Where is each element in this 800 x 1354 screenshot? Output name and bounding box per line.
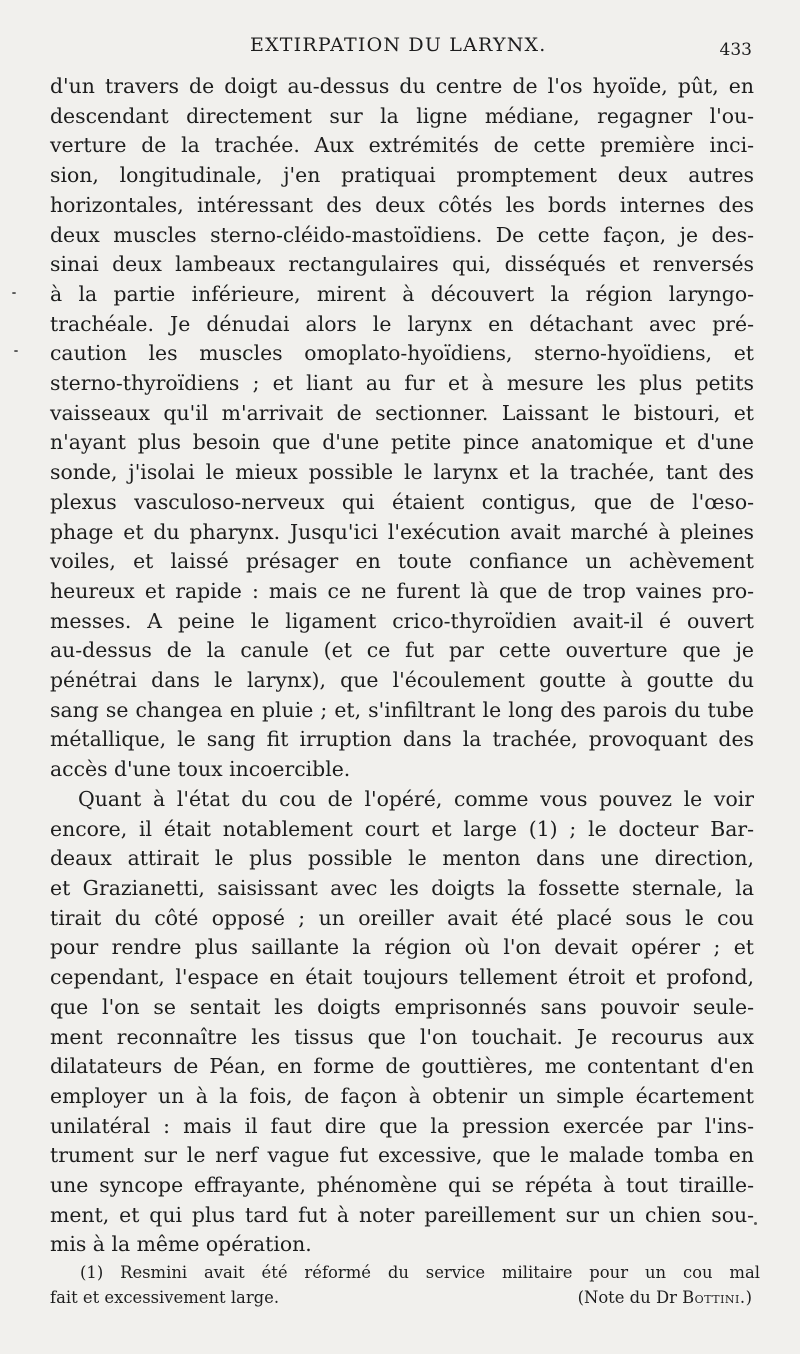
paragraph <box>50 785 754 1260</box>
text-line: une syncope effrayante, phénomène qui se répéta à tout tiraille- <box>50 1173 754 1198</box>
text-line: descendant directement sur la ligne médiane, regagner l'ou- <box>50 103 754 128</box>
text-line: à la partie inférieure, mirent à découvert la région laryngo- <box>50 281 754 306</box>
text-line: tirait du côté opposé ; un oreiller avait été placé sous le cou <box>50 905 754 930</box>
text-line: unilatéral : mais il faut dire que la pression exercée par l'ins- <box>50 1113 754 1138</box>
text-line: dilatateurs de Péan, en forme de gouttières, me contentant d'en <box>50 1054 754 1079</box>
footnote-text: fait et excessivement large. <box>50 1288 280 1307</box>
text-line: et Grazianetti, saisissant avec les doigts la fossette sternale, la <box>50 875 754 900</box>
text-line: que l'on se sentait les doigts emprisonnés sans pouvoir seule- <box>50 994 754 1019</box>
text-line: heureux et rapide : mais ce ne furent là que de trop vaines pro- <box>50 578 754 603</box>
running-title: EXTIRPATION DU LARYNX. <box>250 34 547 56</box>
text-line: métallique, le sang fit irruption dans la trachée, provoquant des <box>50 727 754 752</box>
text-line: ment reconnaître les tissus que l'on touchait. Je recourus aux <box>50 1024 754 1049</box>
text-line: accès d'une toux incoercible. <box>50 757 351 782</box>
text-line: sinai deux lambeaux rectangulaires qui, disséqués et renversés <box>50 252 754 277</box>
footnote-line: (1) Resmini avait été réformé du service militaire pour un cou mal <box>80 1263 760 1282</box>
page-number: 433 <box>719 40 752 60</box>
body-text <box>50 72 754 1260</box>
text-line: au-dessus de la canule (et ce fut par cette ouverture que je <box>50 638 754 663</box>
text-line: trument sur le nerf vague fut excessive, que le malade tomba en <box>50 1143 754 1168</box>
text-line: ment, et qui plus tard fut à noter pareillement sur un chien sou- <box>50 1202 754 1227</box>
ink-speck <box>14 350 18 352</box>
page-header <box>0 34 800 58</box>
text-line: deux muscles sterno-cléido-mastoïdiens. De cette façon, je des- <box>50 222 754 247</box>
text-line: pénétrai dans le larynx), que l'écoulement goutte à goutte du <box>50 668 754 693</box>
text-line: plexus vasculoso-nerveux qui étaient contigus, que de l'œso- <box>50 489 754 514</box>
text-line: sion, longitudinale, j'en pratiquai promptement deux autres <box>50 163 754 188</box>
footnote-attribution: (Note du Dr Bottini.) <box>577 1288 752 1307</box>
text-line: sonde, j'isolai le mieux possible le larynx et la trachée, tant des <box>50 460 754 485</box>
footnote <box>50 1260 760 1310</box>
author-name: Bottini. <box>682 1288 746 1307</box>
paragraph <box>50 72 754 785</box>
text-line: messes. A peine le ligament crico-thyroïdien avait-il é ouvert <box>50 608 754 633</box>
footnote-line <box>50 1285 760 1310</box>
text-line: n'ayant plus besoin que d'une petite pince anatomique et d'une <box>50 430 754 455</box>
text-line: cependant, l'espace en était toujours tellement étroit et profond, <box>50 965 754 990</box>
text-line: phage et du pharynx. Jusqu'ici l'exécution avait marché à pleines <box>50 519 754 544</box>
text-line: vaisseaux qu'il m'arrivait de sectionner. Laissant le bistouri, et <box>50 400 754 425</box>
text-line: encore, il était notablement court et large (1) ; le docteur Bar- <box>50 816 754 841</box>
text-line: mis à la même opération. <box>50 1232 312 1257</box>
ink-speck <box>754 1222 757 1225</box>
text-line: voiles, et laissé présager en toute confiance un achèvement <box>50 549 754 574</box>
text-line: pour rendre plus saillante la région où l'on devait opérer ; et <box>50 935 754 960</box>
text-line: horizontales, intéressant des deux côtés les bords internes des <box>50 192 754 217</box>
text-line: Quant à l'état du cou de l'opéré, comme vous pouvez le voir <box>78 786 754 811</box>
ink-speck <box>12 292 16 294</box>
text-line: trachéale. Je dénudai alors le larynx en détachant avec pré- <box>50 311 754 336</box>
text-line: deaux attirait le plus possible le menton dans une direction, <box>50 846 754 871</box>
text-line: caution les muscles omoplato-hyoïdiens, sterno-hyoïdiens, et <box>50 341 754 366</box>
text-line: sang se changea en pluie ; et, s'infiltrant le long des parois du tube <box>50 697 754 722</box>
text-line: d'un travers de doigt au-dessus du centre de l'os hyoïde, pût, en <box>50 74 754 98</box>
text-line: employer un à la fois, de façon à obtenir un simple écartement <box>50 1083 754 1108</box>
text-line: sterno-thyroïdiens ; et liant au fur et à mesure les plus petits <box>50 371 754 396</box>
text-line: verture de la trachée. Aux extrémités de cette première inci- <box>50 133 754 158</box>
